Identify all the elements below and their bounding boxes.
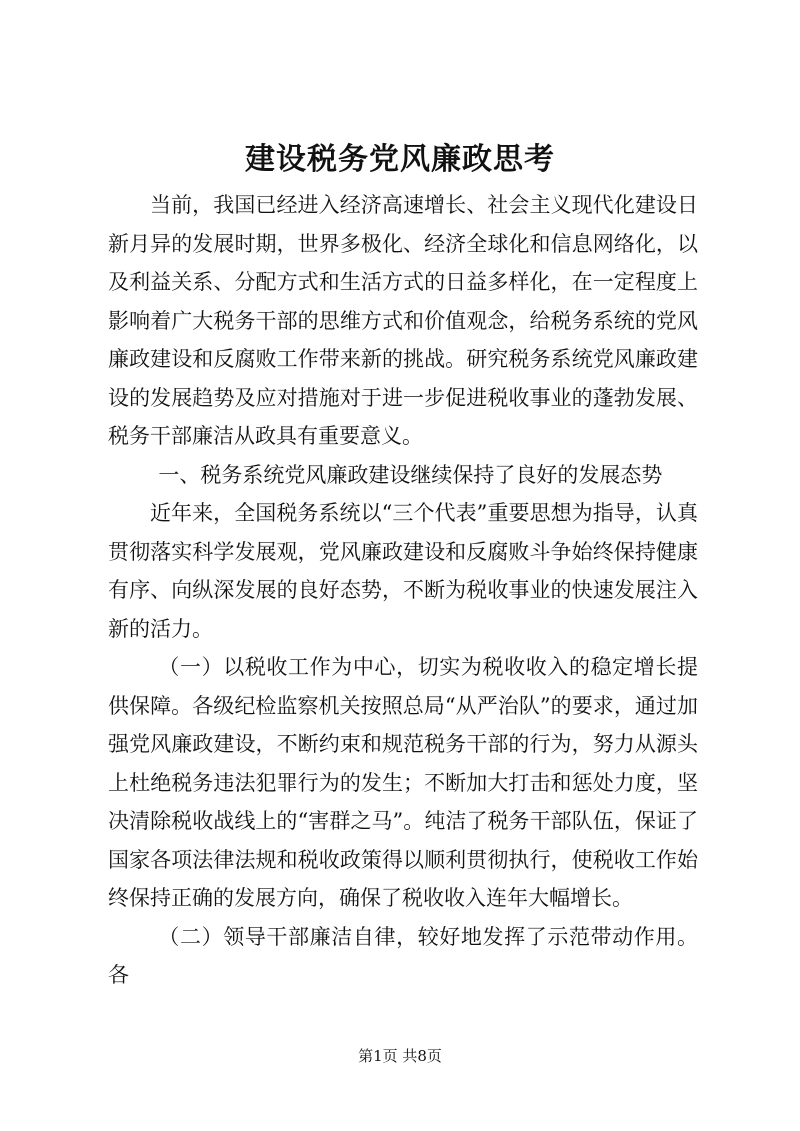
page-number-footer: 第1页 共8页 xyxy=(358,1047,442,1065)
paragraph-subsection-1: （一）以税收工作为中心，切实为税收收入的稳定增长提供保障。各级纪检监察机关按照总局“从严治队”的要求，通过加强党风廉政建设，不断约束和规范税务干部的行为，努力从源头上杜绝税务违法犯罪行为的发生；不断加大打击和惩处力度，坚决清除税收战线上的“害群之马”。纯洁了税务干部队伍，保证了国家各项法律法规和税收政策得以顺利贯彻执行，使税收工作始终保持正确的发展方向，确保了税收收入连年大幅增长。 xyxy=(108,655,698,910)
section-heading-1: 一、税务系统党风廉政建设继续保持了良好的发展态势 xyxy=(158,462,663,487)
document-title: 建设税务党风廉政思考 xyxy=(245,142,555,177)
paragraph-intro: 当前，我国已经进入经济高速增长、社会主义现代化建设日新月异的发展时期，世界多极化、经济全球化和信息网络化，以及利益关系、分配方式和生活方式的日益多样化，在一定程度上影响着广大税务干部的思维方式和价值观念，给税务系统的党风廉政建设和反腐败工作带来新的挑战。研究税务系统党风廉政建设的发展趋势及应对措施对于进一步促进税收事业的蓬勃发展、税务干部廉洁从政具有重要意义。 xyxy=(108,193,698,448)
document-body xyxy=(108,186,698,995)
paragraph-subsection-2: （二）领导干部廉洁自律，较好地发挥了示范带动作用。各 xyxy=(108,924,698,987)
paragraph-section-1: 近年来，全国税务系统以“三个代表”重要思想为指导，认真贯彻落实科学发展观，党风廉政建设和反腐败斗争始终保持健康有序、向纵深发展的良好态势，不断为税收事业的快速发展注入新的活力。 xyxy=(108,501,698,641)
